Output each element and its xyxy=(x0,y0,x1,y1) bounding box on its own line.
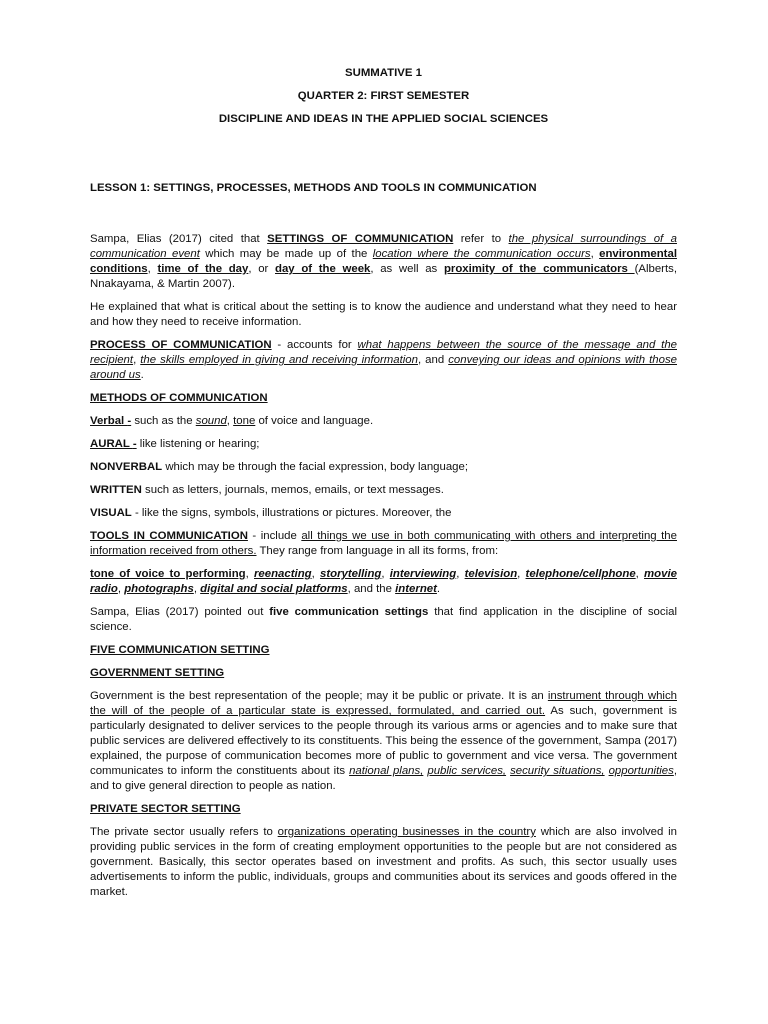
method-visual xyxy=(90,506,677,521)
text-run: , xyxy=(133,354,141,366)
method-aural xyxy=(90,437,677,452)
text-run: , xyxy=(147,263,158,275)
five-settings-paragraph xyxy=(90,605,677,635)
text-run: - xyxy=(132,438,137,450)
quarter-heading: QUARTER 2: FIRST SEMESTER xyxy=(297,90,470,102)
text-run: , xyxy=(193,583,201,595)
document-title: SUMMATIVE 1 xyxy=(345,67,422,79)
text-run: They range from language in all its forms, from: xyxy=(256,545,499,557)
term-proximity: proximity of the communicators xyxy=(443,263,635,275)
term-environmental-conditions: environmental conditions xyxy=(90,248,677,275)
text-run: , xyxy=(226,415,234,427)
text-run: - xyxy=(127,415,132,427)
text-run: The private sector usually refers to xyxy=(90,826,278,838)
tool-item: internet xyxy=(395,583,437,595)
emphasis-instrument: instrument through which the will of the people of a particular state is expressed, formulated, and carried out. xyxy=(90,690,677,717)
emphasis-conveying-ideas: conveying our ideas and opinions with those around us xyxy=(90,354,677,381)
text-run: , xyxy=(311,568,320,580)
method-label: WRITTEN xyxy=(90,484,142,496)
term-day-of-week: day of the week xyxy=(275,263,371,275)
text-run: , xyxy=(245,568,254,580)
text-run: like listening or hearing; xyxy=(136,438,260,450)
method-nonverbal xyxy=(90,460,677,475)
tools-paragraph xyxy=(90,529,677,559)
emphasis-opportunities: opportunities xyxy=(608,765,674,777)
text-run: - like the signs, symbols, illustrations or pictures. Moreover, the xyxy=(131,507,452,519)
tools-list xyxy=(90,567,677,597)
emphasis-national-plans: national plans, xyxy=(349,765,424,777)
term-tools-in-communication: TOOLS IN COMMUNICATION xyxy=(90,530,248,542)
text-run: , and xyxy=(417,354,449,366)
private-sector-paragraph xyxy=(90,825,677,900)
emphasis-public-services: public services, xyxy=(427,765,507,777)
tool-item: interviewing xyxy=(389,568,457,580)
text-run: , and to give general direction to people as nation. xyxy=(90,765,677,792)
text-run: such as letters, journals, memos, emails, or text messages. xyxy=(141,484,444,496)
text-run: Sampa, Elias (2017) cited that xyxy=(90,233,268,245)
term-time-of-day: time of the day xyxy=(157,263,249,275)
method-label: AURAL xyxy=(90,438,133,450)
text-run: - include xyxy=(247,530,302,542)
emphasis-sound: sound xyxy=(195,415,227,427)
emphasis-physical-surroundings: the physical surroundings of a communication event xyxy=(90,233,677,260)
text-run: Sampa, Elias (2017) pointed out xyxy=(90,606,270,618)
term-five-settings: five communication settings xyxy=(269,606,429,618)
emphasis-source-recipient: what happens between the source of the message and the recipient xyxy=(90,339,677,366)
term-process-of-communication: PROCESS OF COMMUNICATION xyxy=(90,339,272,351)
text-run: refer to xyxy=(453,233,509,245)
method-written xyxy=(90,483,677,498)
method-label: NONVERBAL xyxy=(90,461,163,473)
text-run: which may be made up of the xyxy=(199,248,373,260)
text-run: of voice and language. xyxy=(255,415,374,427)
text-run: , or xyxy=(248,263,276,275)
tool-item: reenacting xyxy=(254,568,312,580)
audience-paragraph: He explained that what is critical about the setting is to know the audience and understand what they need to hear and how they need to receive information. xyxy=(90,301,677,328)
government-heading: GOVERNMENT SETTING xyxy=(90,667,225,679)
tool-item: television xyxy=(464,568,518,580)
emphasis-security-situations: security situations, xyxy=(510,765,605,777)
text-run: Government is the best representation of the people; may it be public or private. It is an xyxy=(90,690,548,702)
citation: (Alberts, Nnakayama, & Martin 2007). xyxy=(90,263,677,290)
subject-heading: DISCIPLINE AND IDEAS IN THE APPLIED SOCIAL SCIENCES xyxy=(218,113,549,125)
lesson-title: LESSON 1: SETTINGS, PROCESSES, METHODS AND TOOLS IN COMMUNICATION xyxy=(90,182,537,194)
private-sector-heading: PRIVATE SECTOR SETTING xyxy=(90,803,241,815)
emphasis-organizations: organizations operating businesses in the country xyxy=(277,826,536,838)
text-run: , as well as xyxy=(370,263,444,275)
settings-paragraph xyxy=(90,232,677,292)
tool-item: telephone/cellphone xyxy=(525,568,636,580)
term-settings-of-communication: SETTINGS OF COMMUNICATION xyxy=(267,233,454,245)
text-run: . xyxy=(436,583,441,595)
method-label: Verbal xyxy=(90,415,128,427)
document-page xyxy=(90,66,677,900)
text-run: which are also involved in providing public services in the form of creating employment opportunities to the people but are not considered as government. Basically, this sector operates based on investment and profits. As such, this sector usually uses advertisements to inform the public, individuals, groups and communities about its services and goods offered in the market. xyxy=(90,826,677,898)
emphasis-skills: the skills employed in giving and receiving information xyxy=(140,354,418,366)
method-label: VISUAL xyxy=(90,507,132,519)
text-run: , xyxy=(590,248,600,260)
text-run: such as the xyxy=(131,415,196,427)
text-run: , xyxy=(456,568,465,580)
tool-item: photographs xyxy=(124,583,194,595)
government-paragraph xyxy=(90,689,677,794)
emphasis-all-things: all things we use in both communicating with others and interpreting the information received from others. xyxy=(90,530,677,557)
tool-item: movie radio xyxy=(90,568,677,595)
text-run: , xyxy=(517,568,526,580)
method-verbal xyxy=(90,414,677,429)
text-run: - accounts for xyxy=(271,339,358,351)
text-run: As such, government is particularly designated to deliver services to the people through its various arms or agencies and to make sure that public services are delivered effectively to its constituents. This being the essence of the government, Sampa (2017) explained, the purpose of communication becomes more of public to government and vice versa. The government communicates to inform the constituents about its xyxy=(90,705,677,777)
methods-heading: METHODS OF COMMUNICATION xyxy=(90,392,268,404)
text-run: . xyxy=(140,369,144,381)
emphasis-location: location where the communication occurs xyxy=(372,248,591,260)
text-run: , xyxy=(635,568,645,580)
five-settings-heading: FIVE COMMUNICATION SETTING xyxy=(90,644,270,656)
text-run: which may be through the facial expression, body language; xyxy=(162,461,468,473)
tool-item: tone of voice to performing xyxy=(90,568,246,580)
text-run: , and the xyxy=(347,583,396,595)
text-run: , xyxy=(117,583,125,595)
process-paragraph xyxy=(90,338,677,383)
tool-item: digital and social platforms xyxy=(200,583,348,595)
text-run: that find application in the discipline of social science. xyxy=(90,606,677,633)
text-run: , xyxy=(381,568,390,580)
tool-item: storytelling xyxy=(319,568,382,580)
emphasis-tone: tone xyxy=(233,415,256,427)
